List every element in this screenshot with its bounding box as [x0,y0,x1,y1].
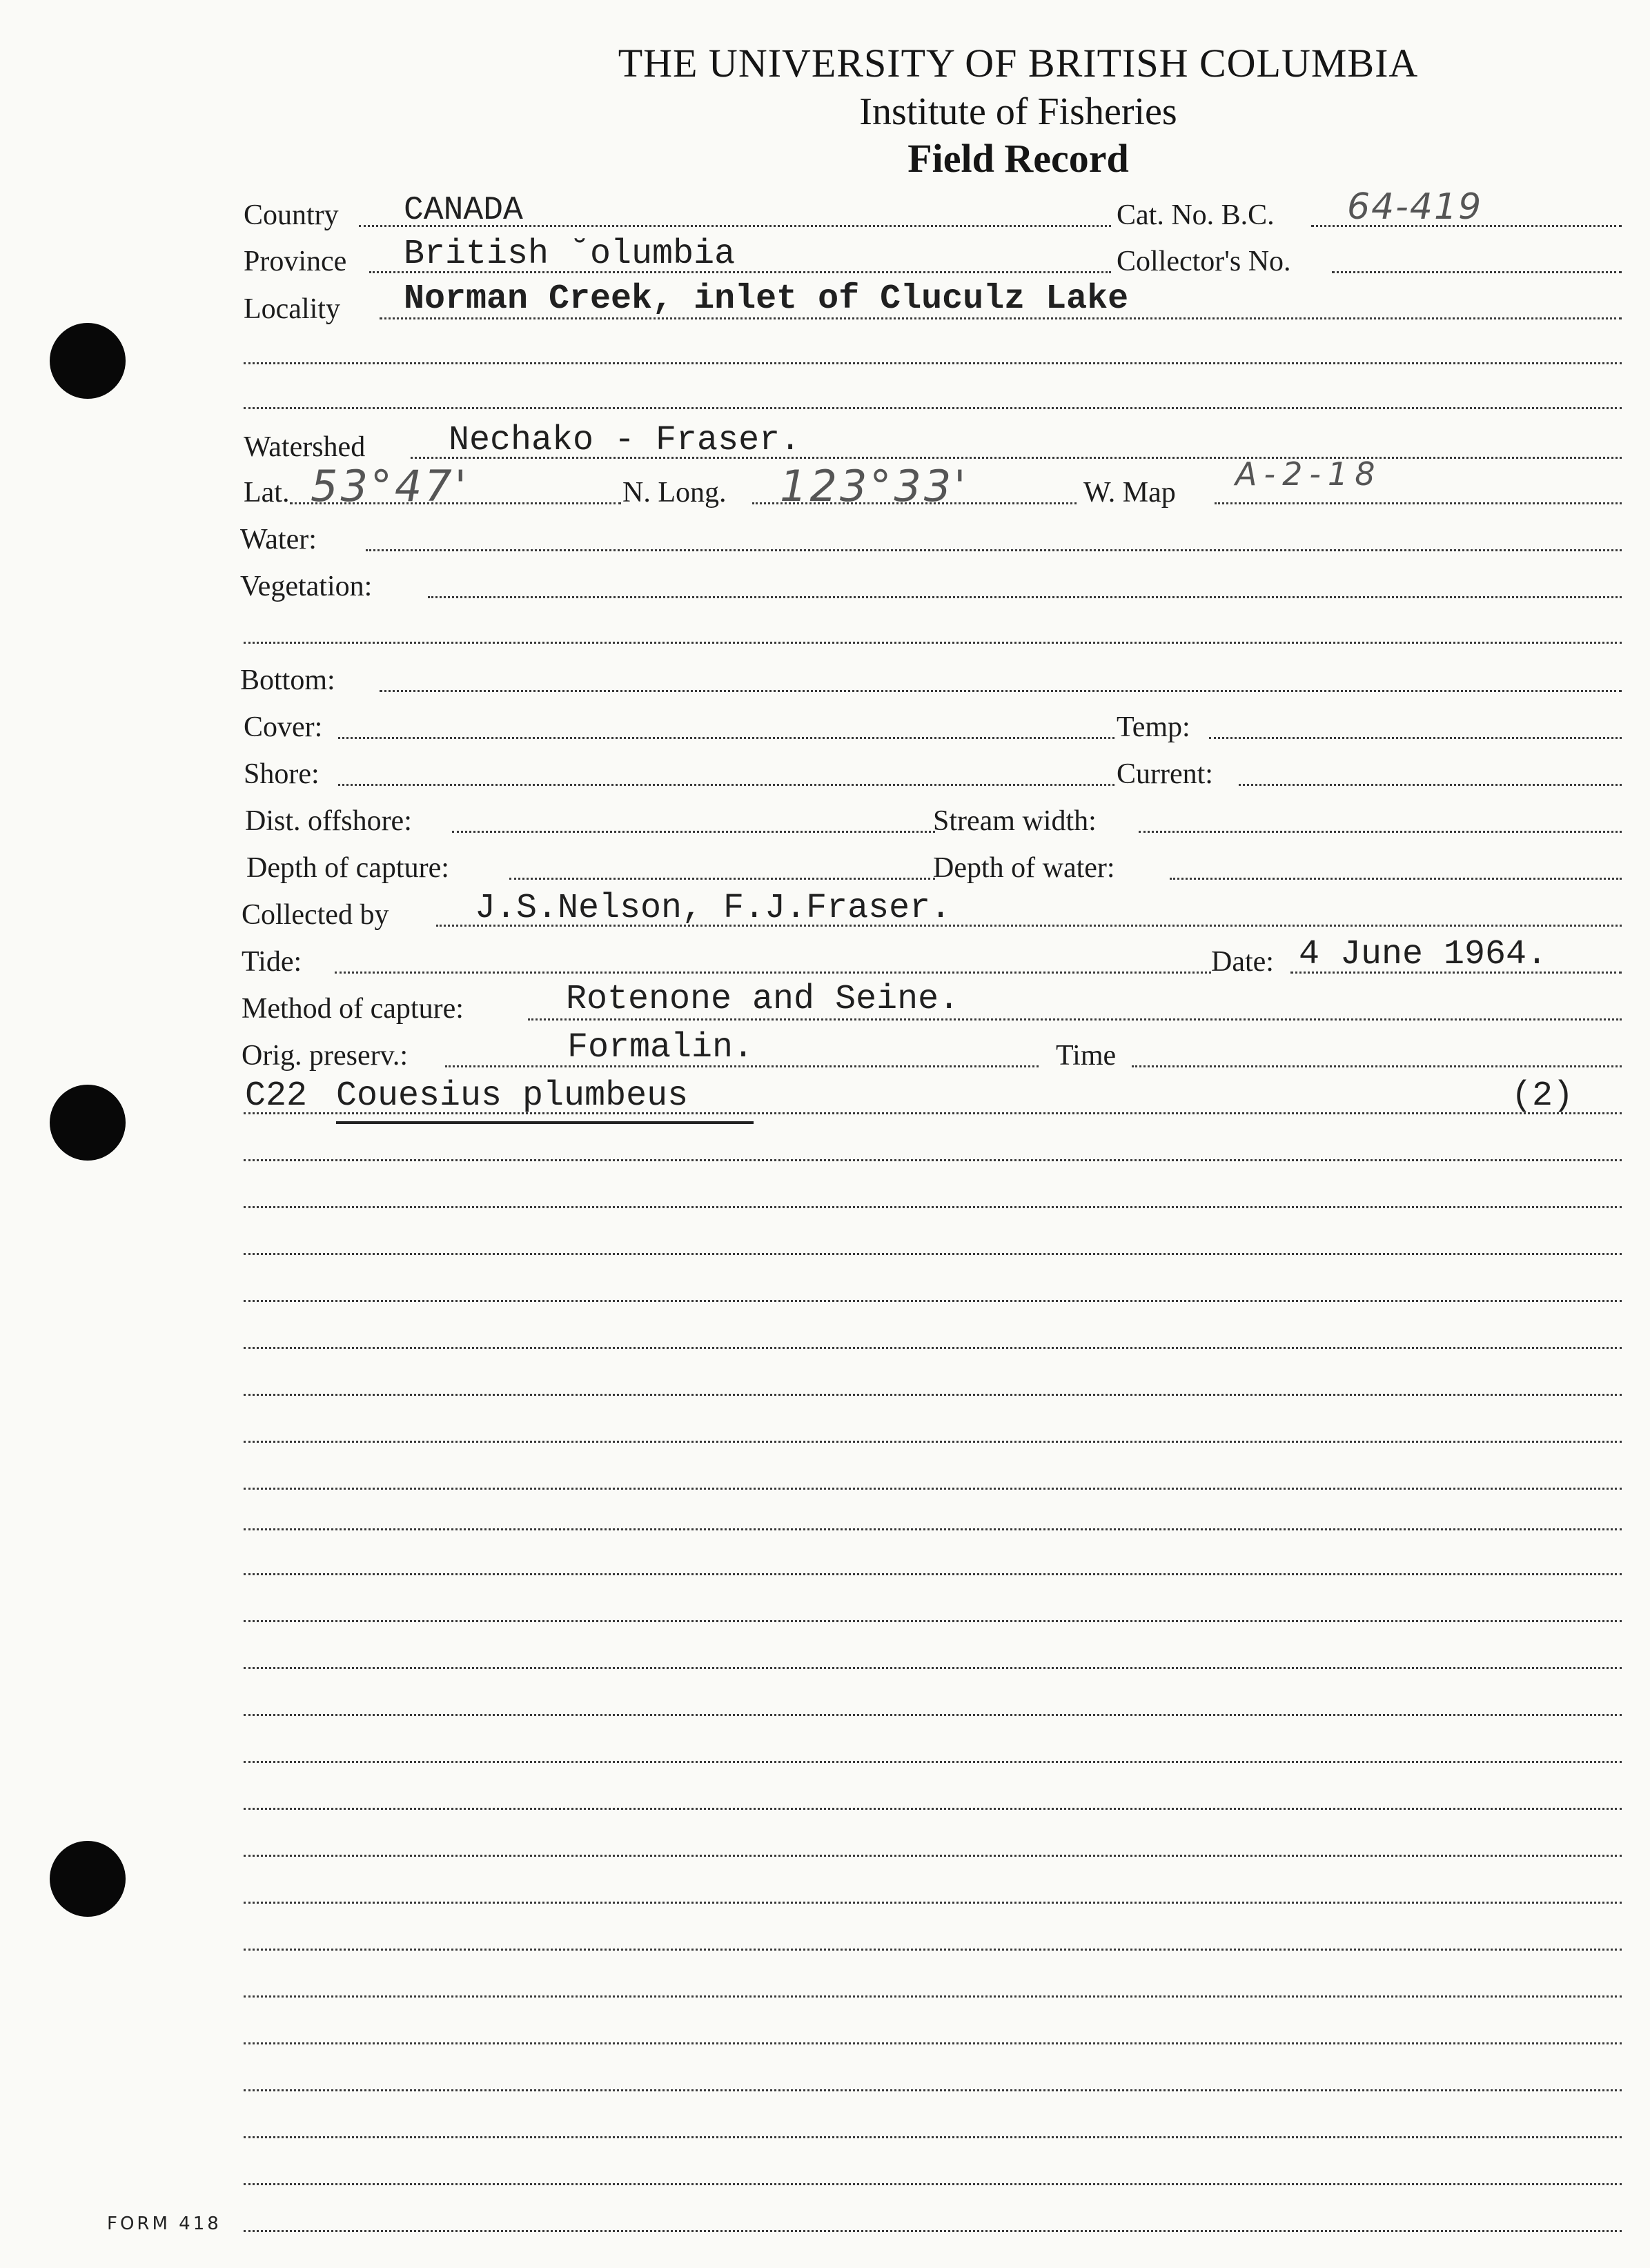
depth-water-label: Depth of water: [933,852,1115,884]
map-line [1215,502,1622,504]
watershed-label: Watershed [244,431,366,463]
vegetation-label: Vegetation: [240,571,373,602]
ruled-line [244,1347,1622,1349]
locality-line-3 [244,407,1622,409]
long-value: 123°33' [780,461,969,511]
collectors-no-line [1332,271,1622,273]
species-code: C22 [245,1076,308,1116]
vegetation-line [428,596,1622,598]
cover-line [338,737,1114,739]
punch-hole-top [50,323,126,399]
depth-capture-line [509,878,935,880]
country-value: CANADA [404,192,523,229]
ruled-line [244,1573,1622,1575]
tide-line [335,972,1211,974]
cover-label: Cover: [244,711,323,743]
lat-label: Lat. [244,477,290,509]
ruled-line [244,2042,1622,2044]
cat-no-label: Cat. No. B.C. [1117,199,1275,231]
dist-offshore-line [452,831,935,833]
preserv-value: Formalin. [567,1028,754,1067]
depth-capture-label: Depth of capture: [246,852,449,884]
tide-label: Tide: [242,946,302,978]
temp-label: Temp: [1117,711,1190,743]
province-label: Province [244,246,347,277]
ruled-line [244,1808,1622,1810]
locality-value: Norman Creek, inlet of Cluculz Lake [404,279,1129,319]
ruled-line [244,1206,1622,1208]
ruled-line [244,1902,1622,1904]
ruled-line [244,1394,1622,1396]
ruled-line [244,1488,1622,1490]
dist-offshore-label: Dist. offshore: [245,805,412,837]
water-line [366,549,1622,551]
shore-line [338,784,1114,786]
province-value: British ˘olumbia [404,235,736,274]
species-name-underline [336,1121,754,1124]
form-number: FORM 418 [107,2213,222,2234]
ruled-line [244,1441,1622,1443]
species-line [244,1112,1622,1114]
country-label: Country [244,199,339,231]
cat-no-value: 64-419 [1347,186,1483,228]
date-value: 4 June 1964. [1299,935,1548,974]
depth-water-line [1170,878,1622,880]
ruled-line [244,2230,1622,2232]
locality-line-2 [244,362,1622,364]
current-label: Current: [1117,758,1213,790]
locality-label: Locality [244,293,340,325]
ruled-line [244,2136,1622,2138]
ruled-line [244,1620,1622,1622]
bottom-label: Bottom: [240,664,335,696]
punch-hole-bottom [50,1841,126,1917]
bottom-line [380,690,1622,692]
collected-by-value: J.S.Nelson, F.J.Fraser. [475,889,952,928]
ruled-line [244,2183,1622,2185]
shore-label: Shore: [244,758,320,790]
water-label: Water: [240,524,317,555]
watershed-value: Nechako - Fraser. [449,421,801,460]
ruled-line [244,2089,1622,2091]
ruled-line [244,1855,1622,1857]
method-value: Rotenone and Seine. [566,980,960,1019]
ruled-line [244,1714,1622,1716]
university-title: THE UNIVERSITY OF BRITISH COLUMBIA [618,41,1419,86]
ruled-line [244,1667,1622,1669]
preserv-label: Orig. preserv.: [242,1040,409,1072]
ruled-line [244,1300,1622,1302]
species-name: Couesius plumbeus [336,1076,689,1116]
ruled-line [244,1995,1622,1998]
method-label: Method of capture: [242,993,464,1025]
record-title: Field Record [907,136,1129,181]
vegetation-line-2 [244,642,1622,644]
punch-hole-middle [50,1085,126,1161]
long-label: N. Long. [622,477,727,509]
collectors-no-label: Collector's No. [1117,246,1291,277]
map-value: A-2-18 [1235,455,1382,493]
ruled-line [244,1528,1622,1530]
time-line [1132,1065,1622,1067]
ruled-line [244,1159,1622,1161]
current-line [1239,784,1622,786]
collected-by-label: Collected by [242,899,389,931]
map-label: W. Map [1083,477,1176,509]
stream-width-line [1139,831,1622,833]
ruled-line [244,1253,1622,1255]
date-label: Date: [1211,946,1274,978]
species-count: (2) [1511,1076,1574,1116]
temp-line [1209,737,1622,739]
institute-title: Institute of Fisheries [859,90,1177,133]
lat-value: 53°47' [311,461,469,511]
time-label: Time [1056,1040,1117,1072]
stream-width-label: Stream width: [933,805,1097,837]
ruled-line [244,1949,1622,1951]
ruled-line [244,1761,1622,1763]
